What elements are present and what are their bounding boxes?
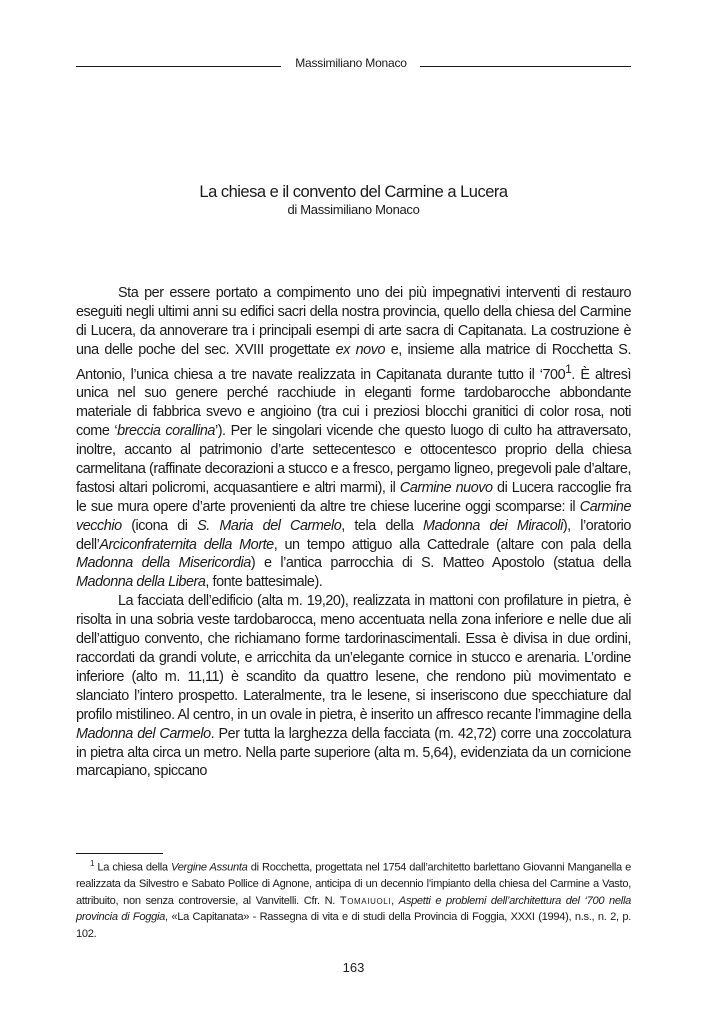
text-run: , xyxy=(391,894,399,907)
paragraph-1 xyxy=(76,284,631,592)
italic-term: Madonna del Carmelo xyxy=(76,725,211,742)
text-run: La facciata dell’edificio (alta m. 19,20), realizzata in mattoni con profilature in pietra, è risolta in una sobria veste tardobarocca, meno accentuata nella zona inferiore e nelle due ali dell’attiguo convento, che richiamano forme tardorinascimentali. Essa è divisa in due ordini, raccordati da grandi volute, e arricchita da un’elegante cornice in stucco e arenaria. L’ordine inferiore (alto m. 11,11) è scandito da quattro lesene, che rendono più movimentato e slanciato l’intero prospetto. Lateralmente, tra le lesene, si inseriscono due specchiature dal profilo mistilineo. Al centro, in un ovale in pietra, è inserito un affresco recante l’immagine della xyxy=(76,593,632,723)
text-run: di Lucera raccoglie fra le sue mura opere d’arte provenienti da altre tre chiese lucerine oggi scomparse: il xyxy=(76,479,631,515)
italic-term: S. Maria del Carmelo xyxy=(197,517,342,534)
text-run: , «La Capitanata» - Rassegna di vita e di studi della Provincia di Foggia, XXXI (1994), n.s., n. 2, p. 102. xyxy=(76,911,631,940)
running-author: Massimiliano Monaco xyxy=(295,56,407,70)
article-title: La chiesa e il convento del Carmine a Lucera xyxy=(199,183,508,201)
italic-term: Madonna della Misericordia xyxy=(76,555,251,572)
text-run: Sta per essere portato a compimento uno dei più impegnativi interventi di restauro eseguiti negli ultimi anni su edifici sacri della nostra provincia, quello della chiesa del Carmine di Lucera, da annoverare tra i principali esempi di arte sacra di Capitanata. La costruzione è una delle poche del sec. XVIII progettate xyxy=(76,285,631,358)
italic-term: breccia corallina xyxy=(117,423,215,440)
text-run: . È altresì unica nel suo genere perché racchiude in eleganti forme tardobarocche abbondante materiale di fabbrica svevo e angioino (tra cui i preziosi blocchi granitici di color rosa, noti come ‘ xyxy=(76,366,631,440)
footnote-ref[interactable]: 1 xyxy=(565,361,572,376)
header-rule-left xyxy=(76,66,281,67)
text-run: , fonte battesimale). xyxy=(205,574,323,591)
page-number: 163 xyxy=(342,960,365,975)
paragraph-2 xyxy=(76,592,631,781)
text-run: , tela della xyxy=(341,517,424,534)
footnote-number: 1 xyxy=(90,859,95,868)
cited-author: Tomaiuoli xyxy=(339,894,392,907)
italic-term: ex novo xyxy=(335,341,385,358)
italic-term: Madonna della Libera xyxy=(76,574,206,591)
running-header xyxy=(76,56,631,70)
body-text xyxy=(76,284,631,781)
italic-term: Carmine nuovo xyxy=(399,479,493,496)
text-run: . Per tutta la larghezza della facciata (m. 42,72) corre una zoccolatura in pietra alta circa un metro. Nella parte superiore (alta m. 5,64), evidenziata da un cornicione marcapiano, spiccano xyxy=(76,725,631,780)
text-run: (icona di xyxy=(121,517,198,534)
header-rule-right xyxy=(420,66,631,67)
footnote-1 xyxy=(76,856,631,942)
text-run: di Rocchetta, progettata nel 1754 dall’architetto barlettano Giovanni Manganella e realizzata da Silvestro e Sabato Pollice di Agnone, anticipa di un decennio l’impianto della chiesa del Carmine a Vasto, attribuito, non senza controversie, al Vanvitelli. Cfr. N. xyxy=(76,861,631,907)
italic-term: Carmine vecchio xyxy=(76,498,631,534)
article-byline: di Massimiliano Monaco xyxy=(287,202,420,217)
text-run: e, insieme alla matrice di Rocchetta S. Antonio, l’unica chiesa a tre navate realizzata in Capitanata durante tutto il ‘700 xyxy=(76,341,631,383)
cited-title: Aspetti e problemi dell’architettura del ‘700 nella provincia di Foggia xyxy=(76,894,631,924)
text-run: ) e l’antica parrocchia di S. Matteo Apostolo (statua della xyxy=(250,555,631,572)
text-run: ), l’oratorio dell’ xyxy=(76,517,631,553)
text-run: , un tempo attiguo alla Cattedrale (altare con pala della xyxy=(273,536,631,553)
text-run: La chiesa della xyxy=(94,861,171,874)
italic-term: Madonna dei Miracoli xyxy=(423,517,563,534)
italic-term: Arciconfraternita della Morte xyxy=(99,536,274,553)
footnote-rule xyxy=(76,853,163,854)
text-run: ’). Per le singolari vicende che questo luogo di culto ha attraversato, inoltre, accanto al patrimonio d’arte settecentesco e ottocentesco proprio della chiesa carmelitana (raffinate decorazioni a stucco e a fresco, pergamo ligneo, pregevoli pale d’altare, fastosi altari policromi, acquasantiere e altri marmi), il xyxy=(76,423,632,496)
article-heading xyxy=(76,182,631,218)
italic-term: Vergine Assunta xyxy=(171,861,248,874)
